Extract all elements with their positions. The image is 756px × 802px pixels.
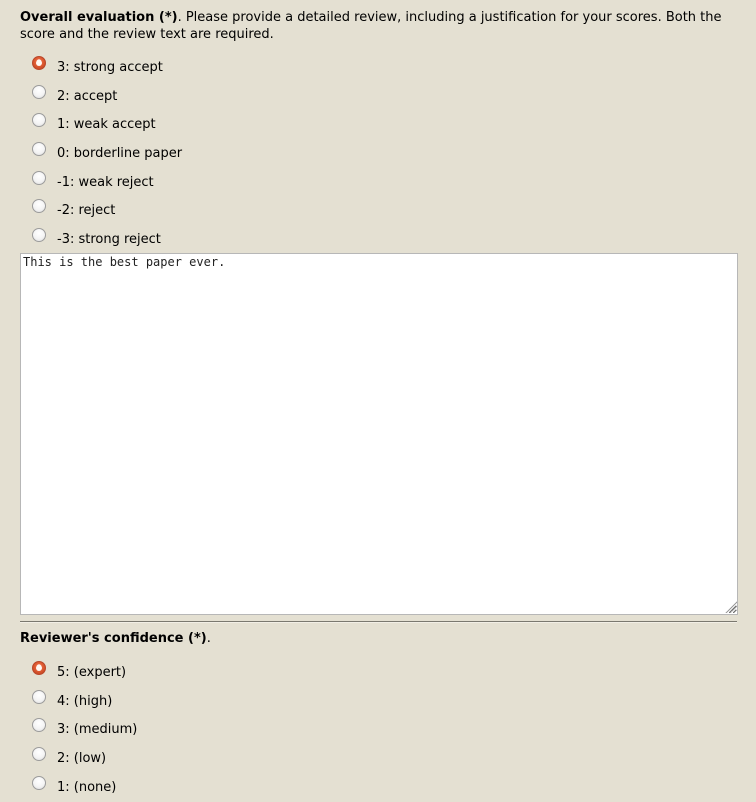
overall-option-accept[interactable] bbox=[32, 83, 182, 112]
reviewer-confidence-radio-group bbox=[32, 659, 137, 802]
radio-label: 3: strong accept bbox=[57, 60, 163, 75]
radio-label: 4: (high) bbox=[57, 693, 113, 709]
overall-option-borderline-paper[interactable] bbox=[32, 140, 182, 169]
radio-label: 1: (none) bbox=[57, 779, 117, 795]
radio-label: 2: accept bbox=[57, 88, 118, 104]
reviewer-confidence-heading bbox=[20, 630, 740, 647]
overall-option-strong-reject[interactable] bbox=[32, 226, 182, 255]
overall-evaluation-heading bbox=[20, 9, 740, 43]
confidence-option-low[interactable] bbox=[32, 745, 137, 774]
radio-label: 2: (low) bbox=[57, 751, 107, 767]
radio-button[interactable] bbox=[32, 113, 46, 127]
section-divider bbox=[20, 621, 737, 623]
radio-button-checked[interactable] bbox=[32, 56, 46, 70]
reviewer-confidence-title: Reviewer's confidence (*) bbox=[20, 631, 207, 646]
radio-button-checked[interactable] bbox=[32, 661, 46, 675]
radio-label: 5: (expert) bbox=[57, 665, 127, 680]
overall-option-strong-accept[interactable] bbox=[32, 54, 182, 83]
confidence-option-medium[interactable] bbox=[32, 716, 137, 745]
confidence-option-none[interactable] bbox=[32, 774, 137, 802]
radio-button[interactable] bbox=[32, 718, 46, 732]
radio-label: -3: strong reject bbox=[57, 232, 161, 248]
radio-button[interactable] bbox=[32, 85, 46, 99]
reviewer-confidence-period: . bbox=[206, 631, 211, 646]
review-text-area[interactable] bbox=[20, 253, 738, 615]
overall-option-weak-reject[interactable] bbox=[32, 169, 182, 198]
radio-label: 1: weak accept bbox=[57, 117, 156, 133]
radio-label: 0: borderline paper bbox=[57, 146, 183, 162]
confidence-option-high[interactable] bbox=[32, 688, 137, 717]
radio-button[interactable] bbox=[32, 228, 46, 242]
radio-button[interactable] bbox=[32, 171, 46, 185]
radio-label: -2: reject bbox=[57, 203, 116, 219]
radio-button[interactable] bbox=[32, 690, 46, 704]
overall-option-weak-accept[interactable] bbox=[32, 111, 182, 140]
radio-button[interactable] bbox=[32, 776, 46, 790]
confidence-option-expert[interactable] bbox=[32, 659, 137, 688]
overall-option-reject[interactable] bbox=[32, 197, 182, 226]
radio-button[interactable] bbox=[32, 747, 46, 761]
radio-label: -1: weak reject bbox=[57, 174, 154, 190]
overall-evaluation-instructions: . Please provide a detailed review, including a justification for your scores. Both the score and the review text are required. bbox=[20, 10, 722, 42]
overall-evaluation-radio-group bbox=[32, 54, 182, 255]
radio-button[interactable] bbox=[32, 199, 46, 213]
overall-evaluation-title: Overall evaluation (*) bbox=[20, 10, 178, 25]
radio-button[interactable] bbox=[32, 142, 46, 156]
radio-label: 3: (medium) bbox=[57, 722, 138, 738]
